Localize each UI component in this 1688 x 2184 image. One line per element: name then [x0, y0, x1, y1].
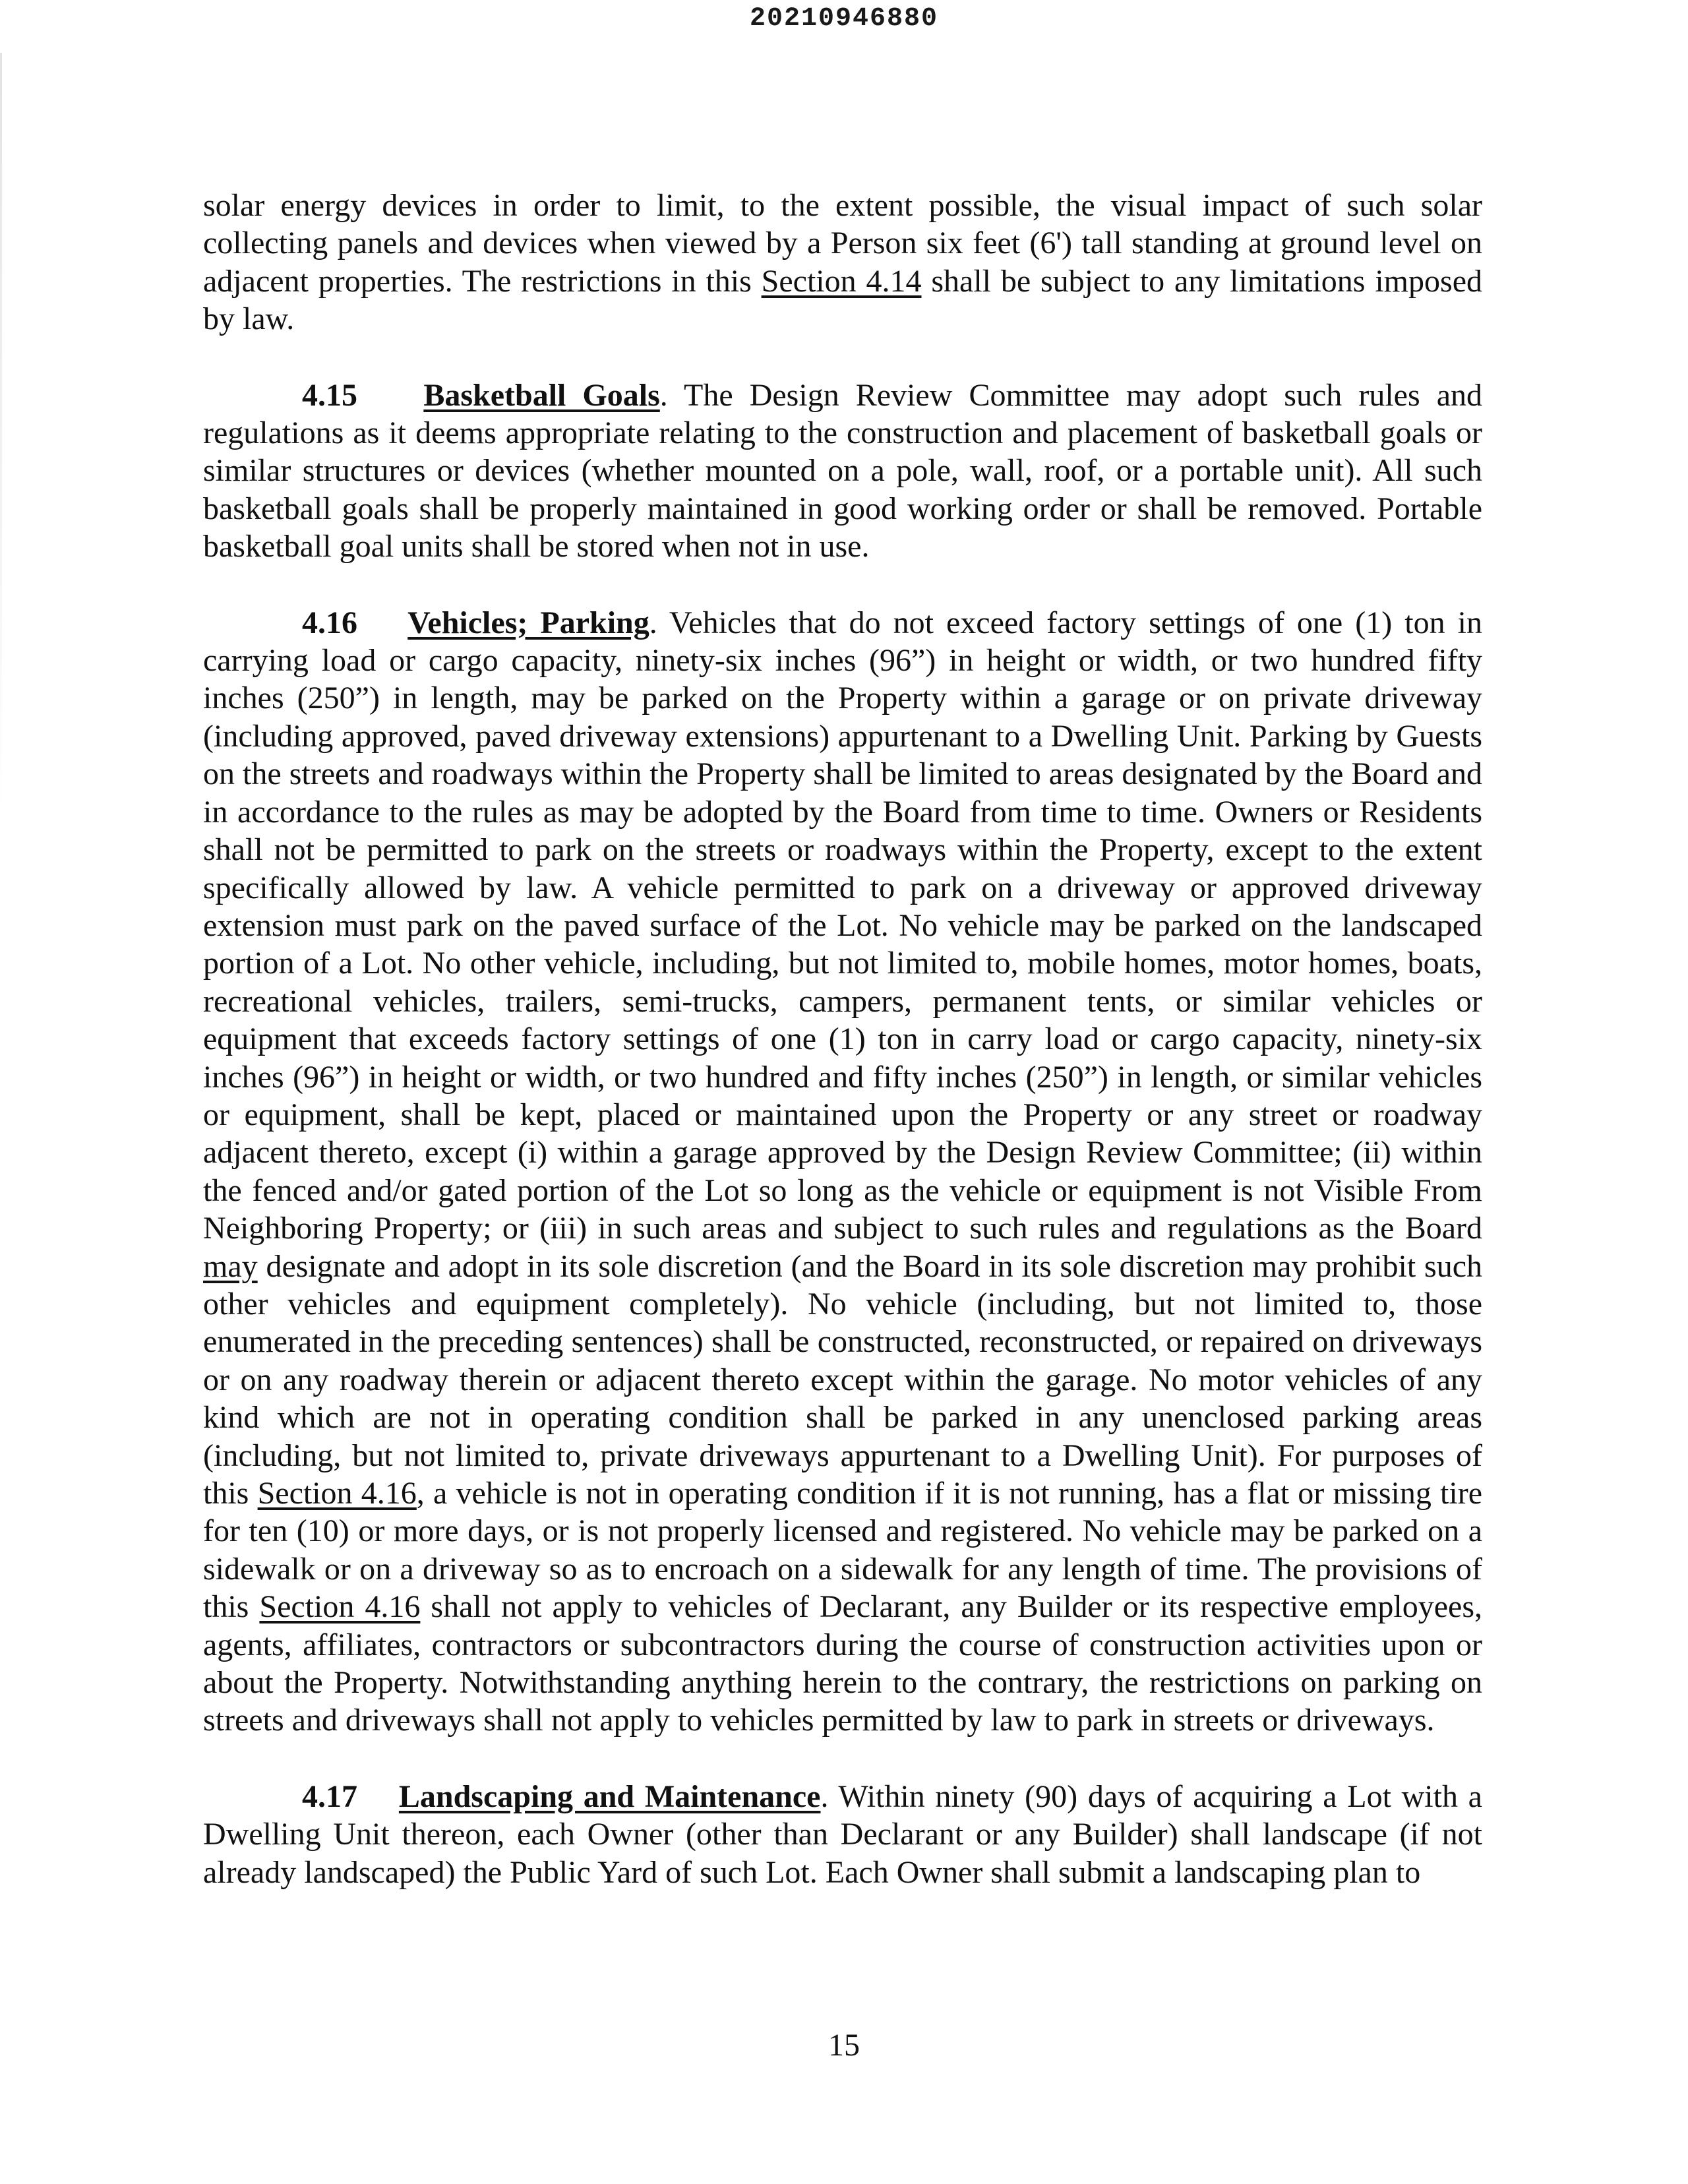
section-text: shall not apply to vehicles of Declarant, any Builder or its respective employees, agents, affiliates, contractors or subcontractors during the course of construction activities upon or about the Property. Notwithstanding anything herein to the contrary, the restrictions on parking on streets and driveways shall not apply to vehicles permitted by law to park in streets or driveways. — [203, 1589, 1482, 1738]
paragraph-solar-continuation — [203, 187, 1482, 338]
section-4-17 — [203, 1778, 1482, 1891]
section-4-16 — [203, 604, 1482, 1740]
section-reference: Section 4.14 — [761, 263, 922, 299]
section-title: Landscaping and Maintenance — [398, 1778, 821, 1814]
text-segment: shall be subject to any limitations imposed by law. — [203, 263, 1482, 337]
section-title: Basketball Goals — [423, 377, 660, 413]
section-text: . The Design Review Committee may adopt such rules and regulations as it deems appropriate relating to the construction and placement of basketball goals or similar structures or devices (whether mounted on a pole, wall, roof, or a portable unit). All such basketball goals shall be properly maintained in good working order or shall be removed. Portable basketball goal units shall be stored when not in use. — [203, 377, 1483, 564]
section-reference: Section 4.16 — [259, 1589, 421, 1625]
section-text: . Vehicles that do not exceed factory settings of one (1) ton in carrying load or cargo capacity, ninety-six inches (96”) in height or width, or two hundred fifty inches (250”) in length, may be parked on the Property within a garage or on private driveway (including approved, paved driveway extensions) appurtenant to a Dwelling Unit. Parking by Guests on the streets and roadways within the Property shall be limited to areas designated by the Board and in accordance to the rules as may be adopted by the Board from time to time. Owners or Residents shall not be permitted to park on the streets or roadways within the Property, except to the extent specifically allowed by law. A vehicle permitted to park on a driveway or approved driveway extension must park on the paved surface of the Lot. No vehicle may be parked on the landscaped portion of a Lot. No other vehicle, including, but not limited to, mobile homes, motor homes, boats, recreational vehicles, trailers, semi-trucks, campers, permanent tents, or similar vehicles or equipment that exceeds factory settings of one (1) ton in carry load or cargo capacity, ninety-six inches (96”) in height or width, or two hundred and fifty inches (250”) in length, or similar vehicles or equipment, shall be kept, placed or maintained upon the Property or any street or roadway adjacent thereto, except (i) within a garage approved by the Design Review Committee; (ii) within the fenced and/or gated portion of the Lot so long as the vehicle or equipment is not Visible From Neighboring Property; or (iii) in such areas and subject to such rules and regulations as the Board — [203, 605, 1482, 1246]
scan-edge-shadow — [0, 53, 2, 811]
section-number: 4.16 — [302, 605, 357, 640]
section-number: 4.17 — [302, 1778, 357, 1814]
document-number: 20210946880 — [749, 4, 939, 34]
page-number: 15 — [828, 2028, 860, 2063]
document-body — [203, 187, 1482, 1929]
section-4-15 — [203, 377, 1482, 566]
section-reference: Section 4.16 — [257, 1476, 417, 1511]
section-text: . Within ninety (90) days of acquiring a Lot with a Dwelling Unit thereon, each Owner (other than Declarant or any Builder) shall landscape (if not already landscaped) the Public Yard of such Lot. Each Owner shall submit a landscaping plan to — [203, 1778, 1482, 1890]
text-segment: solar energy devices in order to limit, to the extent possible, the visual impact of such solar collecting panels and devices when viewed by a Person six feet (6') tall standing at ground level on adjacent properties. The restrictions in this — [203, 188, 1482, 299]
section-text: designate and adopt in its sole discretion (and the Board in its sole discretion may prohibit such other vehicles and equipment completely). No vehicle (including, but not limited to, those enumerated in the preceding sentences) shall be constructed, reconstructed, or repaired on driveways or on any roadway therein or adjacent thereto except within the garage. No motor vehicles of any kind which are not in operating condition shall be parked in any unenclosed parking areas (including, but not limited to, private driveways appurtenant to a Dwelling Unit). For purposes of this — [203, 1248, 1482, 1511]
section-number: 4.15 — [302, 377, 357, 413]
underlined-word-may: may — [203, 1248, 258, 1284]
section-text: , a vehicle is not in operating condition if it is not running, has a flat or missing tire for ten (10) or more days, or is not properly licensed and registered. No vehicle may be parked on a sidewalk or on a driveway so as to encroach on a sidewalk for any length of time. The provisions of this — [203, 1476, 1483, 1625]
section-title: Vehicles; Parking — [407, 605, 649, 640]
